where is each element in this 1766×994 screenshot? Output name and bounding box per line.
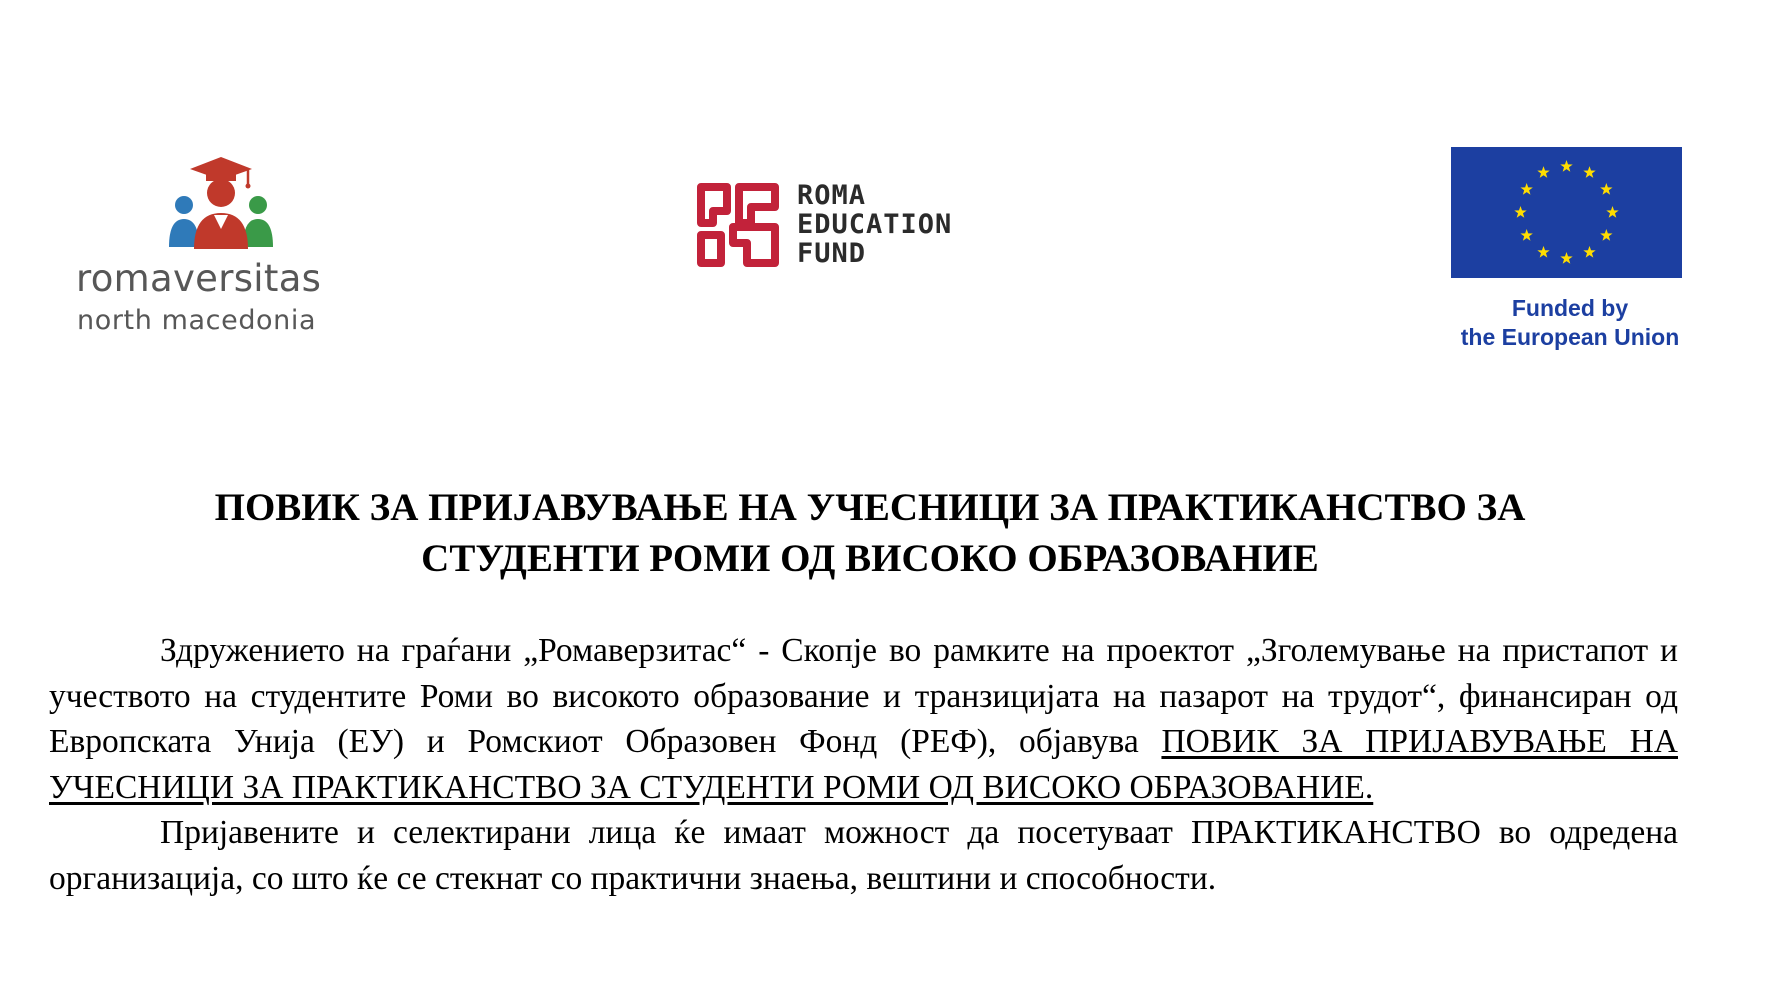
eu-star-icon: [1600, 183, 1612, 195]
eu-star-icon: [1520, 183, 1532, 195]
eu-star-icon: [1514, 206, 1526, 218]
eu-star-icon: [1606, 206, 1618, 218]
romaversitas-logo: [76, 155, 376, 355]
paragraph-1-text: Здружението на граѓани „Ромаверзитас“ - Скопје во рамките на проектот „Зголемување на пристапот и учеството на студентите Роми во високото образование и транзицијата на пазарот на трудот“, финансиран од Европската Унија (ЕУ) и Ромскиот Образовен Фонд (РЕФ), објавува: [49, 632, 1678, 760]
ref-line-roma: ROMA: [797, 180, 867, 211]
paragraph-1-underlined: ПОВИК ЗА ПРИЈАВУВАЊЕ НА УЧЕСНИЦИ ЗА ПРАКТИКАНСТВО ЗА СТУДЕНТИ РОМИ ОД ВИСОКО ОБРАЗОВАНИЕ.: [49, 723, 1678, 806]
eu-flag-icon: [1451, 147, 1682, 278]
eu-star-icon: [1583, 166, 1595, 178]
ref-line-education: EDUCATION: [797, 209, 953, 240]
paragraph-1: [49, 628, 1678, 810]
ref-emblem-icon: [695, 183, 781, 267]
eu-caption-line1: Funded by: [1511, 295, 1629, 321]
eu-star-icon: [1537, 166, 1549, 178]
ref-line-fund: FUND: [797, 238, 867, 269]
eu-stars-icon: [1451, 147, 1682, 278]
eu-funding-caption: [1420, 294, 1720, 352]
title-line-1: ПОВИК ЗА ПРИЈАВУВАЊЕ НА УЧЕСНИЦИ ЗА ПРАКТИКАНСТВО ЗА: [214, 486, 1526, 529]
roma-education-fund-logo: [695, 180, 1035, 273]
graduates-icon: [166, 155, 276, 251]
ref-wordmark: [797, 181, 952, 268]
romaversitas-subtitle: north macedonia: [77, 305, 317, 336]
paragraph-2: Пријавените и селектирани лица ќе имаат можност да посетуваат ПРАКТИКАНСТВО во одредена организација, со што ќе се стекнат со практични знаења, вештини и способности.: [49, 814, 1678, 897]
eu-star-icon: [1520, 229, 1532, 241]
title-line-2: СТУДЕНТИ РОМИ ОД ВИСОКО ОБРАЗОВАНИЕ: [421, 537, 1319, 580]
eu-star-icon: [1560, 252, 1572, 264]
romaversitas-wordmark: romaversitas: [76, 257, 322, 300]
eu-caption-line2: the European Union: [1460, 324, 1680, 350]
eu-star-icon: [1600, 229, 1612, 241]
eu-star-icon: [1560, 160, 1572, 172]
eu-star-icon: [1583, 246, 1595, 258]
eu-star-icon: [1537, 246, 1549, 258]
document-title: [60, 482, 1680, 584]
document-body: [49, 628, 1678, 901]
